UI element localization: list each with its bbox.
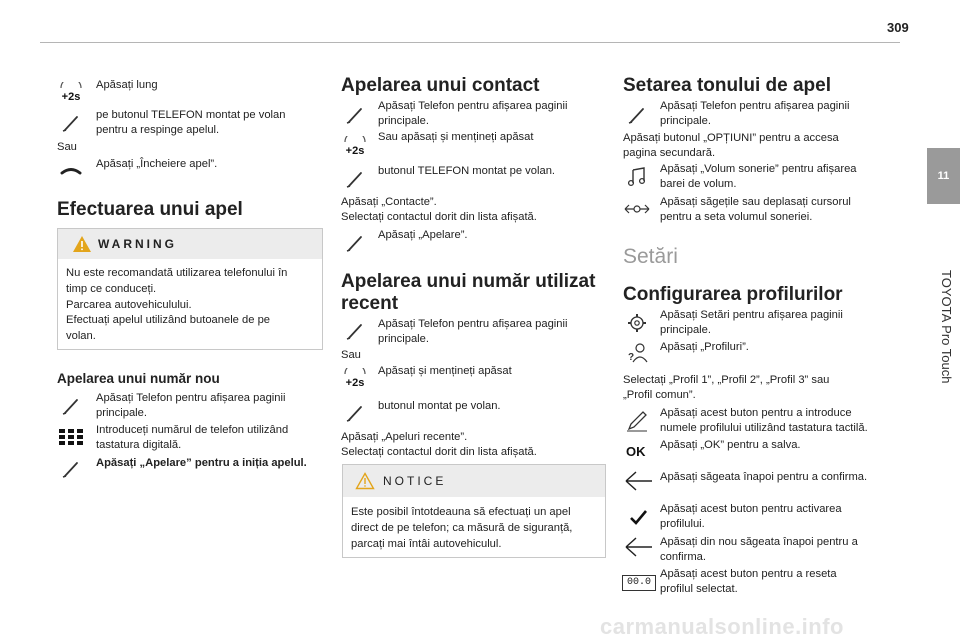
step-text: Apăsați butonul „OPȚIUNI” pentru a accesa: [623, 132, 839, 144]
step-text: Apăsați și mențineți apăsat: [378, 365, 512, 377]
keypad-icon: [58, 426, 84, 448]
step-text: Selectați contactul dorit din lista afișată.: [341, 211, 537, 223]
slider-arrows-icon: [624, 198, 650, 220]
step-text: Introduceți numărul de telefon utilizând: [96, 424, 289, 436]
step-text: Apăsați „OK” pentru a salva.: [660, 439, 801, 451]
step-text: butonul montat pe volan.: [378, 400, 501, 412]
ok-icon: OK: [626, 444, 646, 459]
step-text: Apăsați „Încheiere apel”.: [96, 158, 218, 170]
step-text: Apăsați săgeata înapoi pentru a confirma.: [660, 471, 868, 483]
music-note-icon: [624, 166, 650, 188]
step-text: Apăsați Setări pentru afișarea paginii: [660, 309, 843, 321]
step-text: profilul selectat.: [660, 583, 738, 595]
steering-wheel-phone-icon: [624, 104, 650, 126]
warning-icon: [72, 235, 92, 253]
step-text: barei de volum.: [660, 178, 737, 190]
notice-icon: [355, 472, 375, 490]
step-text: Apăsați „Apelare” pentru a iniția apelul.: [96, 457, 307, 469]
step-text: Sau apăsați și mențineți apăsat: [378, 131, 534, 143]
steering-wheel-phone-icon: [58, 395, 84, 417]
section-heading: Efectuarea unui apel: [57, 199, 243, 220]
steering-wheel-phone-icon: [342, 402, 368, 424]
steering-wheel-phone-icon: [342, 104, 368, 126]
page-number: 309: [887, 20, 909, 35]
step-text: Apăsați „Profiluri”.: [660, 341, 749, 353]
checkmark-icon: [626, 506, 652, 528]
or-text: Sau: [341, 349, 361, 361]
back-arrow-icon: [624, 536, 654, 558]
step-text: Apăsați acest buton pentru a introduce: [660, 407, 852, 419]
steering-wheel-phone-icon: [342, 168, 368, 190]
step-text: principale.: [96, 407, 147, 419]
hold-2s-label: +2s: [61, 91, 81, 103]
reset-icon: 00.0: [622, 575, 656, 591]
hold-2s-label: +2s: [345, 377, 365, 389]
chapter-title: TOYOTA Pro Touch: [939, 270, 954, 384]
warning-title: WARNING: [98, 237, 177, 251]
step-text: Apăsați acest buton pentru activarea: [660, 503, 842, 515]
step-text: pentru a seta volumul soneriei.: [660, 211, 813, 223]
pencil-icon: [624, 410, 650, 432]
step-text: Selectați „Profil 1”, „Profil 2”, „Profil 3” sau: [623, 374, 830, 386]
chapter-tab[interactable]: 11: [927, 148, 960, 204]
step-text: principale.: [660, 324, 711, 336]
steering-wheel-phone-icon: [342, 320, 368, 342]
gear-icon: [624, 312, 650, 334]
step-text: Apăsați „Contacte”.: [341, 196, 437, 208]
step-text: Apăsați acest buton pentru a reseta: [660, 568, 837, 580]
step-text: „Profil comun”.: [623, 389, 696, 401]
step-text: Apăsați Telefon pentru afișarea paginii: [660, 100, 850, 112]
sub-heading: Apelarea unui număr nou: [57, 371, 220, 386]
step-text: Selectați contactul dorit din lista afișată.: [341, 446, 537, 458]
hang-up-icon: [58, 160, 84, 182]
header-rule: [40, 42, 900, 43]
hold-2s-icon: [342, 368, 368, 390]
notice-text: Este posibil întotdeauna să efectuați un apel direct de pe telefon; ca măsură de siguranță, parcați mai întâi autovehiculul.: [351, 506, 573, 550]
hold-2s-icon: [58, 82, 84, 104]
or-text: Sau: [57, 141, 77, 153]
step-text: Apăsați Telefon pentru afișarea paginii: [378, 318, 568, 330]
notice-title: NOTICE: [383, 474, 447, 488]
svg-text:?: ?: [628, 352, 635, 363]
back-arrow-icon: [624, 470, 654, 492]
step-text: confirma.: [660, 551, 707, 563]
step-text: Apăsați „Apelare”.: [378, 229, 468, 241]
step-text: pe butonul TELEFON montat pe volan: [96, 109, 286, 121]
warning-text: Nu este recomandată utilizarea telefonului în timp ce conduceți. Parcarea autovehiculului. Efectuați apelul utilizând butoanele de pe volan.: [66, 267, 288, 343]
step-text: Apăsați „Volum sonerie” pentru afișarea: [660, 163, 857, 175]
step-text: pagina secundară.: [623, 147, 716, 159]
step-text: principale.: [378, 115, 429, 127]
step-text: tastatura digitală.: [96, 439, 182, 451]
section-heading: Setarea tonului de apel: [623, 75, 831, 96]
watermark: carmanualsonline.info: [600, 614, 844, 639]
step-text: Apăsați „Apeluri recente”.: [341, 431, 468, 443]
step-text: Apăsați săgețile sau deplasați cursorul: [660, 196, 851, 208]
step-text: pentru a respinge apelul.: [96, 124, 220, 136]
section-heading: Configurarea profilurilor: [623, 284, 843, 305]
step-text: Apăsați lung: [96, 79, 158, 91]
step-text: numele profilului utilizând tastatura tactilă.: [660, 422, 868, 434]
profiles-icon: [624, 342, 650, 364]
section-heading: recent: [341, 293, 399, 314]
hold-2s-icon: [342, 136, 368, 158]
step-text: butonul TELEFON montat pe volan.: [378, 165, 556, 177]
step-text: principale.: [660, 115, 711, 127]
section-heading: Apelarea unui număr utilizat: [341, 271, 596, 292]
steering-wheel-phone-icon: [58, 112, 84, 134]
step-text: profilului.: [660, 518, 705, 530]
section-heading-gray: Setări: [623, 245, 678, 268]
steering-wheel-phone-icon: [342, 232, 368, 254]
step-text: principale.: [378, 333, 429, 345]
step-text: Apăsați Telefon pentru afișarea paginii: [96, 392, 286, 404]
section-heading: Apelarea unui contact: [341, 75, 540, 96]
hold-2s-label: +2s: [345, 145, 365, 157]
step-text: Apăsați din nou săgeata înapoi pentru a: [660, 536, 858, 548]
warning-box: [57, 228, 323, 350]
step-text: Apăsați Telefon pentru afișarea paginii: [378, 100, 568, 112]
steering-wheel-phone-icon: [58, 458, 84, 480]
notice-box: [342, 464, 606, 558]
